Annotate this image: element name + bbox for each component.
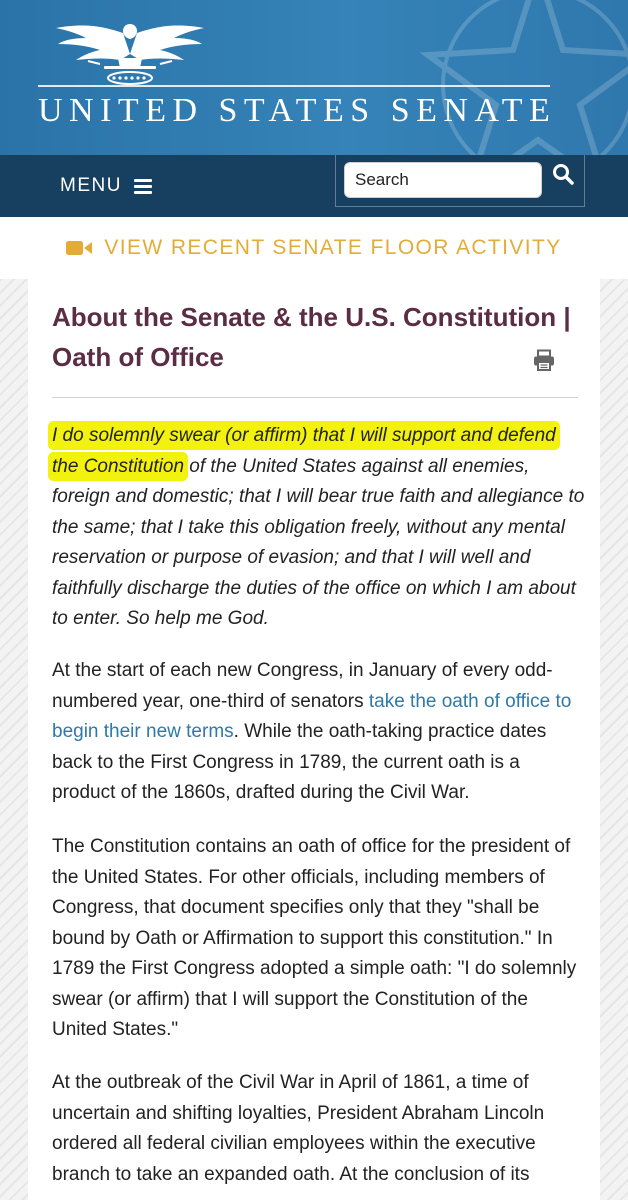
paragraph-3: At the outbreak of the Civil War in April of 1861, a time of uncertain and shifting loyalties, President Abraham Lincoln ordered all federal civilian employees within the executive branch to take an expanded oath. At the conclusion of its (52, 1072, 545, 1185)
paragraph-2: The Constitution contains an oath of office for the president of the United States. For other officials, including members of Congress, that document specifies only that they "shall be bound by Oath or Affirmation to support this constitution." In 1789 the First Congress adopted a simple oath: "I do solemnly swear (or affirm) that I will support the Constitution of the United States." (52, 836, 577, 1040)
hamburger-icon (134, 176, 152, 197)
content-area (0, 279, 628, 1200)
header-rule (38, 85, 550, 87)
star-decoration (418, 0, 628, 155)
senate-eagle-logo[interactable] (48, 18, 213, 86)
oath-of-office-link[interactable]: take the oath of office to begin their new terms (52, 690, 572, 742)
p1-before: At the start of each new Congress, in January of every odd-numbered year, one-third of senators (52, 660, 553, 712)
floor-activity-label: VIEW RECENT SENATE FLOOR ACTIVITY (104, 236, 562, 259)
oath-rest: of the United States against all enemies, foreign and domestic; that I will bear true faith and allegiance to the same; that I take this obligation freely, without any mental reservation or purpose of evasion; and that I will well and faithfully discharge the duties of the office on which I am about to enter. So help me God. (52, 455, 585, 629)
search-box (335, 155, 585, 207)
oath-text (52, 421, 587, 635)
article-card (28, 279, 600, 1200)
paragraph-1 (52, 656, 587, 809)
page-title: About the Senate & the U.S. Constitution | Oath of Office (52, 302, 571, 372)
search-input[interactable] (344, 162, 542, 198)
oath-highlight-2: the Constitution (52, 455, 185, 477)
title-divider (52, 397, 578, 398)
video-camera-icon (66, 239, 92, 257)
p1-after: . While the oath-taking practice dates back to the First Congress in 1789, the current oath is a product of the 1860s, drafted during the Civil War. (52, 721, 547, 803)
menu-label: MENU (60, 175, 122, 196)
menu-button[interactable] (60, 175, 152, 197)
site-header (0, 0, 628, 155)
floor-activity-bar (0, 217, 628, 279)
print-icon[interactable] (533, 349, 555, 371)
main-navbar (0, 155, 628, 217)
oath-highlight-1: I do solemnly swear (or affirm) that I will support and defend (52, 425, 556, 446)
site-title[interactable]: UNITED STATES SENATE (38, 92, 557, 129)
search-icon[interactable] (550, 161, 576, 187)
floor-activity-link[interactable] (66, 236, 561, 260)
